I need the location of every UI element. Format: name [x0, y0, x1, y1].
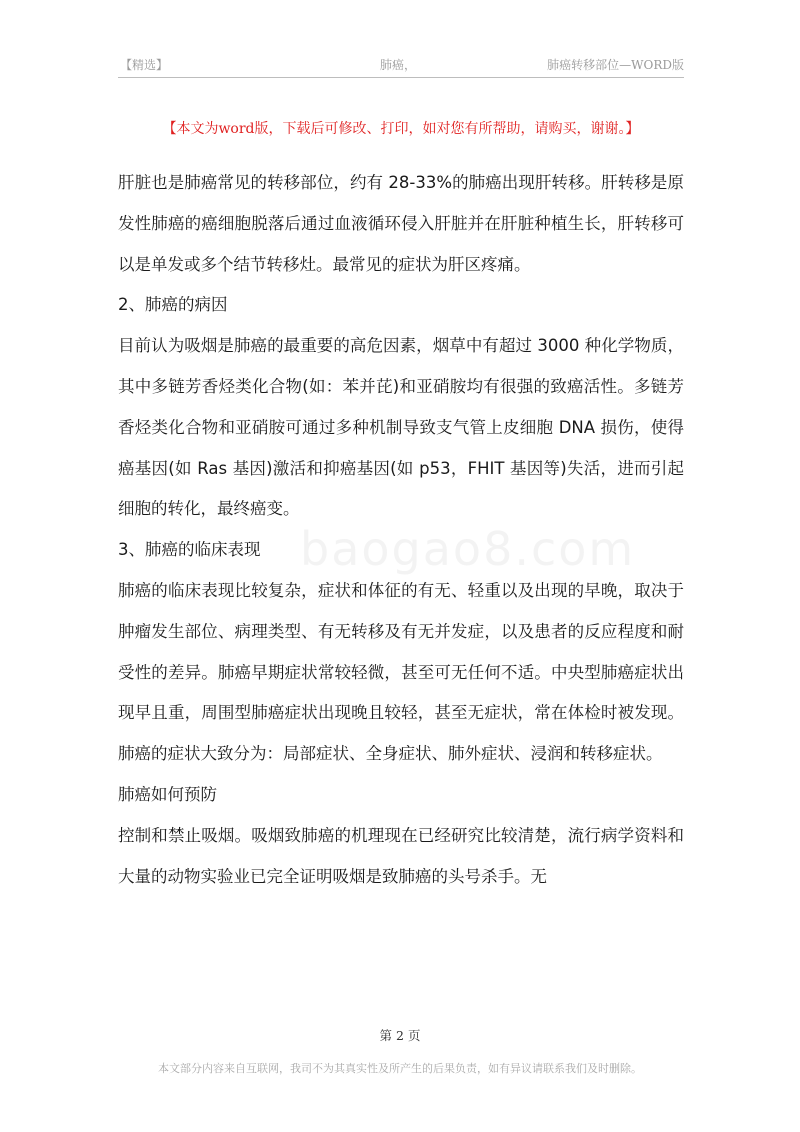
header-center-label: 肺癌， [380, 58, 417, 72]
page-header [118, 52, 684, 76]
document-body [118, 163, 684, 897]
download-notice: 【本文为word版，下载后可修改、打印，如对您有所帮助，请购买，谢谢。】 [162, 121, 640, 137]
section-heading-clinical: 3、肺癌的临床表现 [118, 540, 261, 560]
paragraph-causes: 目前认为吸烟是肺癌的最重要的高危因素，烟草中有超过 3000 种化学物质，其中多链芳香烃类化合物(如：苯并芘)和亚硝胺均有很强的致癌活性。多链芳香烃类化合物和亚硝胺可通过多种机制导致支气管上皮细胞 DNA 损伤，使得癌基因(如 Ras 基因)激活和抑癌基因(如 p53，FHIT 基因等)失活，进而引起细胞的转化，最终癌变。 [118, 336, 684, 519]
paragraph-prevention: 控制和禁止吸烟。吸烟致肺癌的机理现在已经研究比较清楚，流行病学资料和大量的动物实验业已完全证明吸烟是致肺癌的头号杀手。无 [118, 825, 684, 886]
section-heading-causes: 2、肺癌的病因 [118, 295, 228, 315]
header-divider [118, 77, 684, 78]
page-number: 第 2 页 [379, 1028, 421, 1043]
paragraph-clinical: 肺癌的临床表现比较复杂，症状和体征的有无、轻重以及出现的早晚，取决于肿瘤发生部位、病理类型、有无转移及有无并发症，以及患者的反应程度和耐受性的差异。肺癌早期症状常较轻微，甚至可无任何不适。中央型肺癌症状出现早且重，周围型肺癌症状出现晚且较轻，甚至无症状，常在体检时被发现。肺癌的症状大致分为：局部症状、全身症状、肺外症状、浸润和转移症状。 [118, 580, 684, 764]
section-heading-prevention: 肺癌如何预防 [118, 784, 217, 804]
header-left-label: 【精选】 [120, 58, 169, 72]
paragraph-liver-metastasis: 肝脏也是肺癌常见的转移部位，约有 28-33%的肺癌出现肝转移。肝转移是原发性肺癌的癌细胞脱落后通过血液循环侵入肝脏并在肝脏种植生长，肝转移可以是单发或多个结节转移灶。最常见的症状为肝区疼痛。 [118, 173, 684, 274]
footer-disclaimer: 本文部分内容来自互联网，我司不为其真实性及所产生的后果负责，如有异议请联系我们及时删除。 [158, 1062, 642, 1075]
watermark: baogao8.com [300, 522, 636, 576]
header-right-label: 肺癌转移部位—WORD版 [547, 58, 684, 72]
